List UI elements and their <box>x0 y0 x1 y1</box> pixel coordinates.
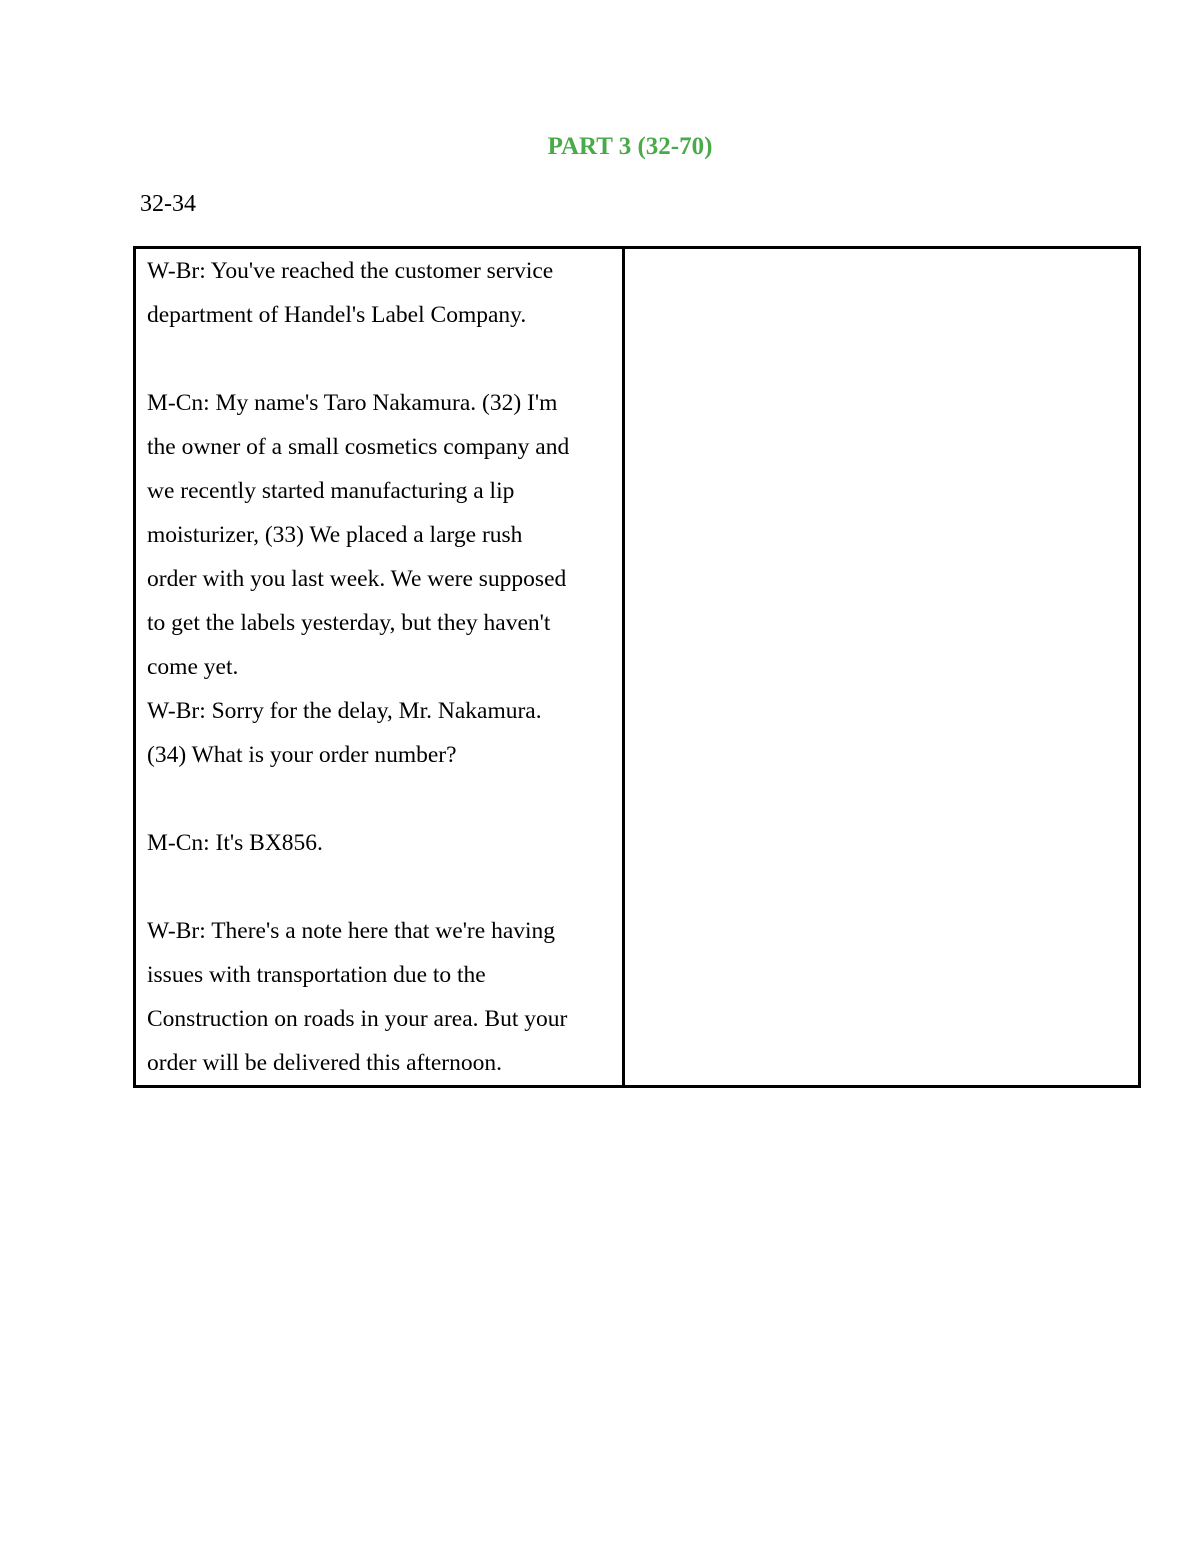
paragraph-gap <box>147 865 612 909</box>
transcript-line: moisturizer, (33) We placed a large rush <box>147 522 523 548</box>
transcript-line: the owner of a small cosmetics company and <box>147 434 570 460</box>
transcript-cell <box>135 248 624 1087</box>
transcript-line: M-Cn: My name's Taro Nakamura. (32) I'm <box>147 390 558 416</box>
transcript-text <box>136 249 622 1085</box>
transcript-line: we recently started manufacturing a lip <box>147 478 515 504</box>
transcript-line: W-Br: Sorry for the delay, Mr. Nakamura. <box>147 698 542 724</box>
transcript-line: W-Br: You've reached the customer service <box>147 258 554 284</box>
transcript-line: Construction on roads in your area. But your <box>147 1006 568 1032</box>
transcript-line: issues with transportation due to the <box>147 962 486 988</box>
transcript-line: M-Cn: It's BX856. <box>147 830 323 856</box>
transcript-line: order with you last week. We were supposed <box>147 566 567 592</box>
part-title: PART 3 (32-70) <box>547 133 713 160</box>
table-row <box>135 248 1140 1087</box>
transcript-line: W-Br: There's a note here that we're having <box>147 918 556 944</box>
transcript-line: (34) What is your order number? <box>147 742 457 768</box>
transcript-table <box>133 246 1141 1088</box>
paragraph-gap <box>147 777 612 821</box>
section-label: 32-34 <box>140 191 196 217</box>
transcript-line: to get the labels yesterday, but they haven't <box>147 610 551 636</box>
paragraph-gap <box>147 337 612 381</box>
transcript-line: come yet. <box>147 654 239 680</box>
transcript-line: department of Handel's Label Company. <box>147 302 527 328</box>
notes-cell <box>624 248 1140 1087</box>
transcript-line: order will be delivered this afternoon. <box>147 1050 502 1076</box>
